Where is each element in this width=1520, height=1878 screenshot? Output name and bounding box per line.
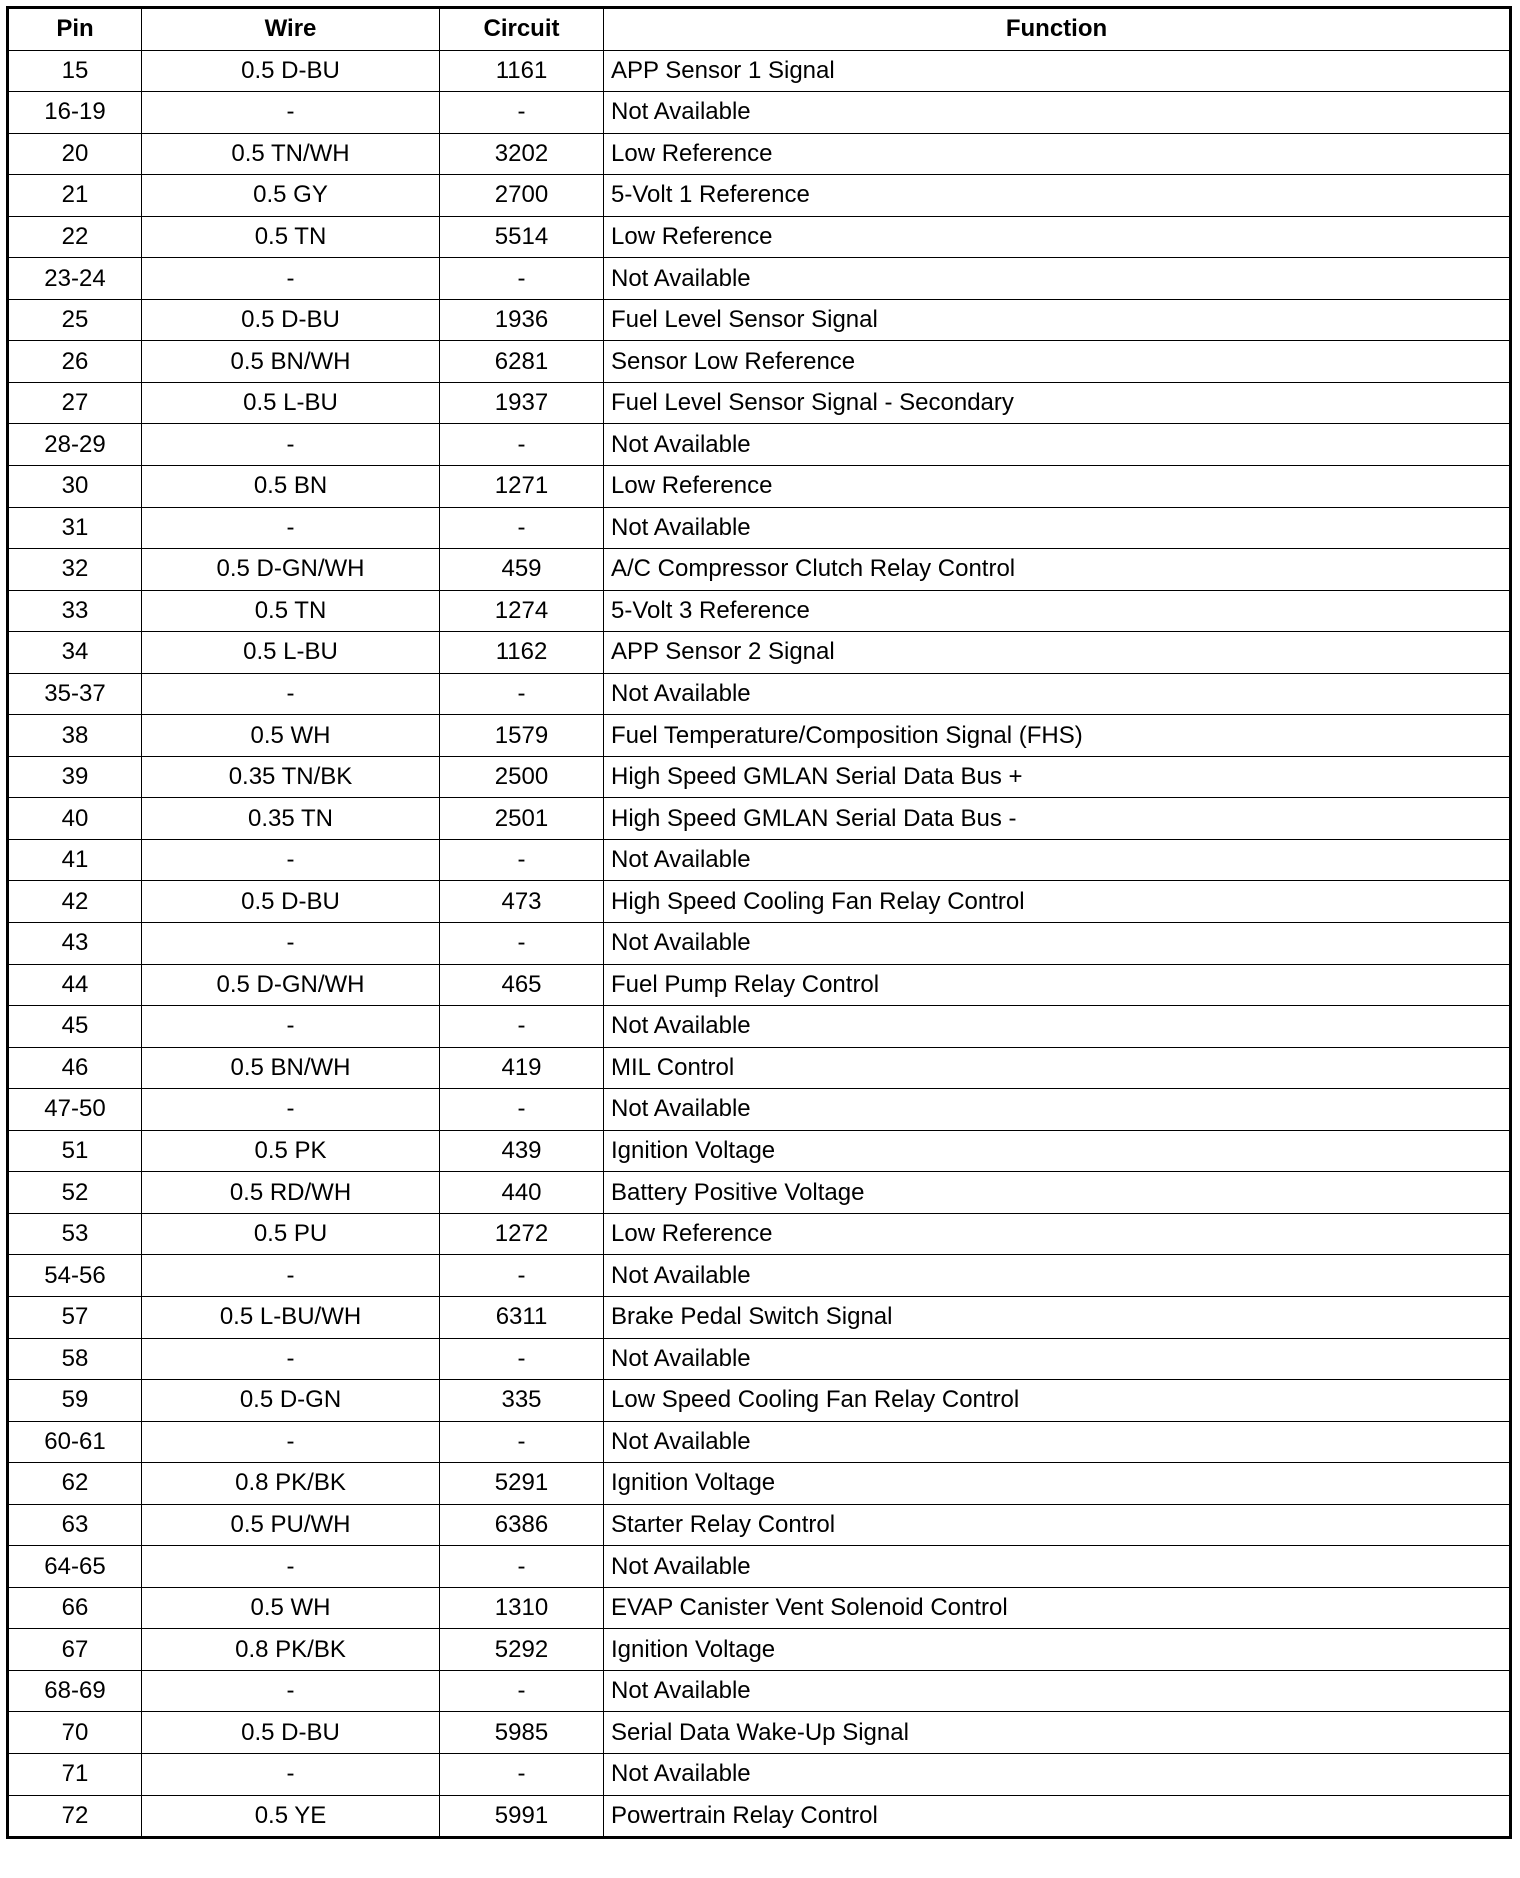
cell-function: Not Available — [604, 258, 1511, 300]
cell-function: Starter Relay Control — [604, 1504, 1511, 1546]
cell-circuit: 1274 — [440, 590, 604, 632]
cell-wire: 0.5 D-BU — [142, 1712, 440, 1754]
cell-pin: 54-56 — [8, 1255, 142, 1297]
cell-function: Not Available — [604, 1338, 1511, 1380]
cell-function: High Speed GMLAN Serial Data Bus + — [604, 756, 1511, 798]
cell-circuit: 1936 — [440, 299, 604, 341]
cell-function: Not Available — [604, 1089, 1511, 1131]
table-row — [8, 590, 1511, 632]
cell-wire: 0.5 PU — [142, 1213, 440, 1255]
cell-pin: 41 — [8, 839, 142, 881]
cell-pin: 72 — [8, 1795, 142, 1838]
table-row — [8, 1753, 1511, 1795]
cell-pin: 60-61 — [8, 1421, 142, 1463]
cell-function: MIL Control — [604, 1047, 1511, 1089]
cell-circuit: - — [440, 1338, 604, 1380]
cell-wire: 0.5 BN — [142, 466, 440, 508]
cell-circuit: - — [440, 92, 604, 134]
cell-circuit: 1579 — [440, 715, 604, 757]
cell-function: Not Available — [604, 1546, 1511, 1588]
table-row — [8, 466, 1511, 508]
cell-circuit: 3202 — [440, 133, 604, 175]
cell-circuit: 6281 — [440, 341, 604, 383]
cell-pin: 30 — [8, 466, 142, 508]
cell-function: Low Reference — [604, 466, 1511, 508]
cell-function: High Speed Cooling Fan Relay Control — [604, 881, 1511, 923]
cell-pin: 59 — [8, 1380, 142, 1422]
table-row — [8, 632, 1511, 674]
cell-wire: - — [142, 258, 440, 300]
cell-wire: - — [142, 673, 440, 715]
cell-wire: 0.5 RD/WH — [142, 1172, 440, 1214]
cell-circuit: 5991 — [440, 1795, 604, 1838]
cell-function: Ignition Voltage — [604, 1130, 1511, 1172]
cell-circuit: - — [440, 839, 604, 881]
cell-circuit: - — [440, 1006, 604, 1048]
cell-function: Not Available — [604, 507, 1511, 549]
cell-circuit: 5292 — [440, 1629, 604, 1671]
table-row — [8, 1712, 1511, 1754]
cell-pin: 39 — [8, 756, 142, 798]
cell-wire: - — [142, 424, 440, 466]
table-row — [8, 50, 1511, 92]
cell-wire: 0.5 WH — [142, 715, 440, 757]
cell-pin: 16-19 — [8, 92, 142, 134]
cell-pin: 21 — [8, 175, 142, 217]
cell-wire: 0.5 D-GN — [142, 1380, 440, 1422]
cell-wire: - — [142, 1421, 440, 1463]
table-row — [8, 1421, 1511, 1463]
cell-circuit: 5985 — [440, 1712, 604, 1754]
table-row — [8, 964, 1511, 1006]
cell-pin: 70 — [8, 1712, 142, 1754]
table-row — [8, 1130, 1511, 1172]
cell-pin: 20 — [8, 133, 142, 175]
cell-function: Brake Pedal Switch Signal — [604, 1296, 1511, 1338]
cell-wire: 0.8 PK/BK — [142, 1629, 440, 1671]
cell-function: Powertrain Relay Control — [604, 1795, 1511, 1838]
cell-wire: 0.5 PU/WH — [142, 1504, 440, 1546]
cell-circuit: - — [440, 1670, 604, 1712]
cell-circuit: 459 — [440, 549, 604, 591]
table-row — [8, 1463, 1511, 1505]
cell-wire: 0.5 PK — [142, 1130, 440, 1172]
cell-function: Fuel Level Sensor Signal — [604, 299, 1511, 341]
cell-pin: 46 — [8, 1047, 142, 1089]
cell-circuit: 439 — [440, 1130, 604, 1172]
table-row — [8, 923, 1511, 965]
header-circuit: Circuit — [440, 8, 604, 51]
cell-pin: 33 — [8, 590, 142, 632]
cell-wire: - — [142, 1338, 440, 1380]
cell-wire: 0.5 GY — [142, 175, 440, 217]
cell-circuit: 5514 — [440, 216, 604, 258]
cell-pin: 52 — [8, 1172, 142, 1214]
cell-function: Ignition Voltage — [604, 1463, 1511, 1505]
cell-wire: 0.35 TN/BK — [142, 756, 440, 798]
cell-function: Fuel Pump Relay Control — [604, 964, 1511, 1006]
table-row — [8, 1629, 1511, 1671]
cell-wire: 0.5 L-BU — [142, 382, 440, 424]
cell-pin: 63 — [8, 1504, 142, 1546]
cell-function: EVAP Canister Vent Solenoid Control — [604, 1587, 1511, 1629]
table-row — [8, 715, 1511, 757]
cell-function: Low Speed Cooling Fan Relay Control — [604, 1380, 1511, 1422]
cell-circuit: 2700 — [440, 175, 604, 217]
cell-function: Not Available — [604, 923, 1511, 965]
cell-circuit: 1161 — [440, 50, 604, 92]
cell-circuit: 1271 — [440, 466, 604, 508]
cell-function: Fuel Level Sensor Signal - Secondary — [604, 382, 1511, 424]
cell-pin: 43 — [8, 923, 142, 965]
table-row — [8, 1380, 1511, 1422]
cell-function: Not Available — [604, 839, 1511, 881]
table-row — [8, 424, 1511, 466]
table-row — [8, 881, 1511, 923]
table-row — [8, 341, 1511, 383]
cell-function: Low Reference — [604, 216, 1511, 258]
table-row — [8, 216, 1511, 258]
cell-function: Not Available — [604, 1670, 1511, 1712]
cell-pin: 15 — [8, 50, 142, 92]
cell-circuit: - — [440, 424, 604, 466]
cell-circuit: 1310 — [440, 1587, 604, 1629]
cell-wire: 0.5 YE — [142, 1795, 440, 1838]
cell-circuit: 473 — [440, 881, 604, 923]
table-row — [8, 382, 1511, 424]
table-row — [8, 1795, 1511, 1838]
table-row — [8, 92, 1511, 134]
cell-function: Low Reference — [604, 133, 1511, 175]
cell-circuit: - — [440, 1546, 604, 1588]
cell-function: Not Available — [604, 1255, 1511, 1297]
cell-wire: 0.5 BN/WH — [142, 341, 440, 383]
cell-function: High Speed GMLAN Serial Data Bus - — [604, 798, 1511, 840]
cell-pin: 44 — [8, 964, 142, 1006]
cell-pin: 32 — [8, 549, 142, 591]
cell-function: APP Sensor 2 Signal — [604, 632, 1511, 674]
pinout-table — [6, 6, 1512, 1839]
cell-pin: 22 — [8, 216, 142, 258]
cell-function: Low Reference — [604, 1213, 1511, 1255]
cell-wire: 0.8 PK/BK — [142, 1463, 440, 1505]
cell-pin: 28-29 — [8, 424, 142, 466]
cell-pin: 57 — [8, 1296, 142, 1338]
cell-pin: 27 — [8, 382, 142, 424]
cell-pin: 71 — [8, 1753, 142, 1795]
cell-function: Ignition Voltage — [604, 1629, 1511, 1671]
table-row — [8, 258, 1511, 300]
cell-pin: 68-69 — [8, 1670, 142, 1712]
cell-circuit: 465 — [440, 964, 604, 1006]
cell-function: Fuel Temperature/Composition Signal (FHS) — [604, 715, 1511, 757]
cell-wire: - — [142, 923, 440, 965]
cell-pin: 51 — [8, 1130, 142, 1172]
cell-circuit: 2501 — [440, 798, 604, 840]
table-row — [8, 1006, 1511, 1048]
cell-pin: 53 — [8, 1213, 142, 1255]
cell-circuit: - — [440, 258, 604, 300]
cell-function: Not Available — [604, 1006, 1511, 1048]
cell-wire: - — [142, 1089, 440, 1131]
cell-wire: 0.5 D-BU — [142, 299, 440, 341]
cell-circuit: 6311 — [440, 1296, 604, 1338]
cell-circuit: 1272 — [440, 1213, 604, 1255]
cell-function: APP Sensor 1 Signal — [604, 50, 1511, 92]
table-row — [8, 1670, 1511, 1712]
cell-circuit: 335 — [440, 1380, 604, 1422]
cell-circuit: 2500 — [440, 756, 604, 798]
cell-wire: 0.35 TN — [142, 798, 440, 840]
cell-wire: 0.5 L-BU/WH — [142, 1296, 440, 1338]
table-row — [8, 1504, 1511, 1546]
table-row — [8, 673, 1511, 715]
cell-circuit: - — [440, 1753, 604, 1795]
cell-function: Not Available — [604, 92, 1511, 134]
cell-wire: 0.5 TN — [142, 590, 440, 632]
cell-wire: - — [142, 507, 440, 549]
cell-function: Sensor Low Reference — [604, 341, 1511, 383]
cell-pin: 38 — [8, 715, 142, 757]
table-row — [8, 549, 1511, 591]
cell-wire: 0.5 D-BU — [142, 881, 440, 923]
cell-wire: 0.5 TN/WH — [142, 133, 440, 175]
cell-wire: 0.5 BN/WH — [142, 1047, 440, 1089]
cell-circuit: 5291 — [440, 1463, 604, 1505]
table-row — [8, 1172, 1511, 1214]
header-pin: Pin — [8, 8, 142, 51]
cell-wire: - — [142, 92, 440, 134]
cell-function: A/C Compressor Clutch Relay Control — [604, 549, 1511, 591]
cell-pin: 31 — [8, 507, 142, 549]
cell-wire: - — [142, 1255, 440, 1297]
cell-circuit: 1937 — [440, 382, 604, 424]
table-row — [8, 839, 1511, 881]
table-row — [8, 1213, 1511, 1255]
cell-pin: 35-37 — [8, 673, 142, 715]
cell-pin: 45 — [8, 1006, 142, 1048]
cell-function: Battery Positive Voltage — [604, 1172, 1511, 1214]
cell-wire: 0.5 D-GN/WH — [142, 549, 440, 591]
cell-circuit: 1162 — [440, 632, 604, 674]
cell-wire: - — [142, 839, 440, 881]
cell-circuit: 419 — [440, 1047, 604, 1089]
cell-pin: 58 — [8, 1338, 142, 1380]
cell-wire: 0.5 L-BU — [142, 632, 440, 674]
cell-wire: 0.5 D-BU — [142, 50, 440, 92]
header-row — [8, 8, 1511, 51]
cell-wire: 0.5 D-GN/WH — [142, 964, 440, 1006]
table-row — [8, 1047, 1511, 1089]
cell-pin: 64-65 — [8, 1546, 142, 1588]
cell-pin: 25 — [8, 299, 142, 341]
table-row — [8, 1089, 1511, 1131]
header-function: Function — [604, 8, 1511, 51]
cell-pin: 34 — [8, 632, 142, 674]
table-row — [8, 299, 1511, 341]
cell-circuit: - — [440, 1089, 604, 1131]
cell-function: 5-Volt 3 Reference — [604, 590, 1511, 632]
table-row — [8, 1255, 1511, 1297]
cell-pin: 26 — [8, 341, 142, 383]
table-row — [8, 1338, 1511, 1380]
cell-function: Not Available — [604, 673, 1511, 715]
cell-wire: 0.5 WH — [142, 1587, 440, 1629]
cell-pin: 62 — [8, 1463, 142, 1505]
cell-function: Not Available — [604, 424, 1511, 466]
table-row — [8, 756, 1511, 798]
cell-function: Not Available — [604, 1753, 1511, 1795]
cell-circuit: 6386 — [440, 1504, 604, 1546]
table-row — [8, 798, 1511, 840]
table-row — [8, 175, 1511, 217]
cell-wire: - — [142, 1546, 440, 1588]
cell-wire: - — [142, 1006, 440, 1048]
cell-circuit: - — [440, 673, 604, 715]
table-row — [8, 1296, 1511, 1338]
cell-pin: 40 — [8, 798, 142, 840]
cell-function: Serial Data Wake-Up Signal — [604, 1712, 1511, 1754]
table-row — [8, 1546, 1511, 1588]
cell-pin: 23-24 — [8, 258, 142, 300]
cell-pin: 66 — [8, 1587, 142, 1629]
table-row — [8, 1587, 1511, 1629]
cell-function: 5-Volt 1 Reference — [604, 175, 1511, 217]
cell-circuit: - — [440, 1255, 604, 1297]
cell-circuit: - — [440, 1421, 604, 1463]
cell-circuit: - — [440, 507, 604, 549]
cell-circuit: 440 — [440, 1172, 604, 1214]
cell-function: Not Available — [604, 1421, 1511, 1463]
cell-pin: 67 — [8, 1629, 142, 1671]
cell-circuit: - — [440, 923, 604, 965]
cell-wire: 0.5 TN — [142, 216, 440, 258]
table-row — [8, 507, 1511, 549]
table-row — [8, 133, 1511, 175]
cell-wire: - — [142, 1670, 440, 1712]
cell-pin: 47-50 — [8, 1089, 142, 1131]
cell-pin: 42 — [8, 881, 142, 923]
cell-wire: - — [142, 1753, 440, 1795]
header-wire: Wire — [142, 8, 440, 51]
